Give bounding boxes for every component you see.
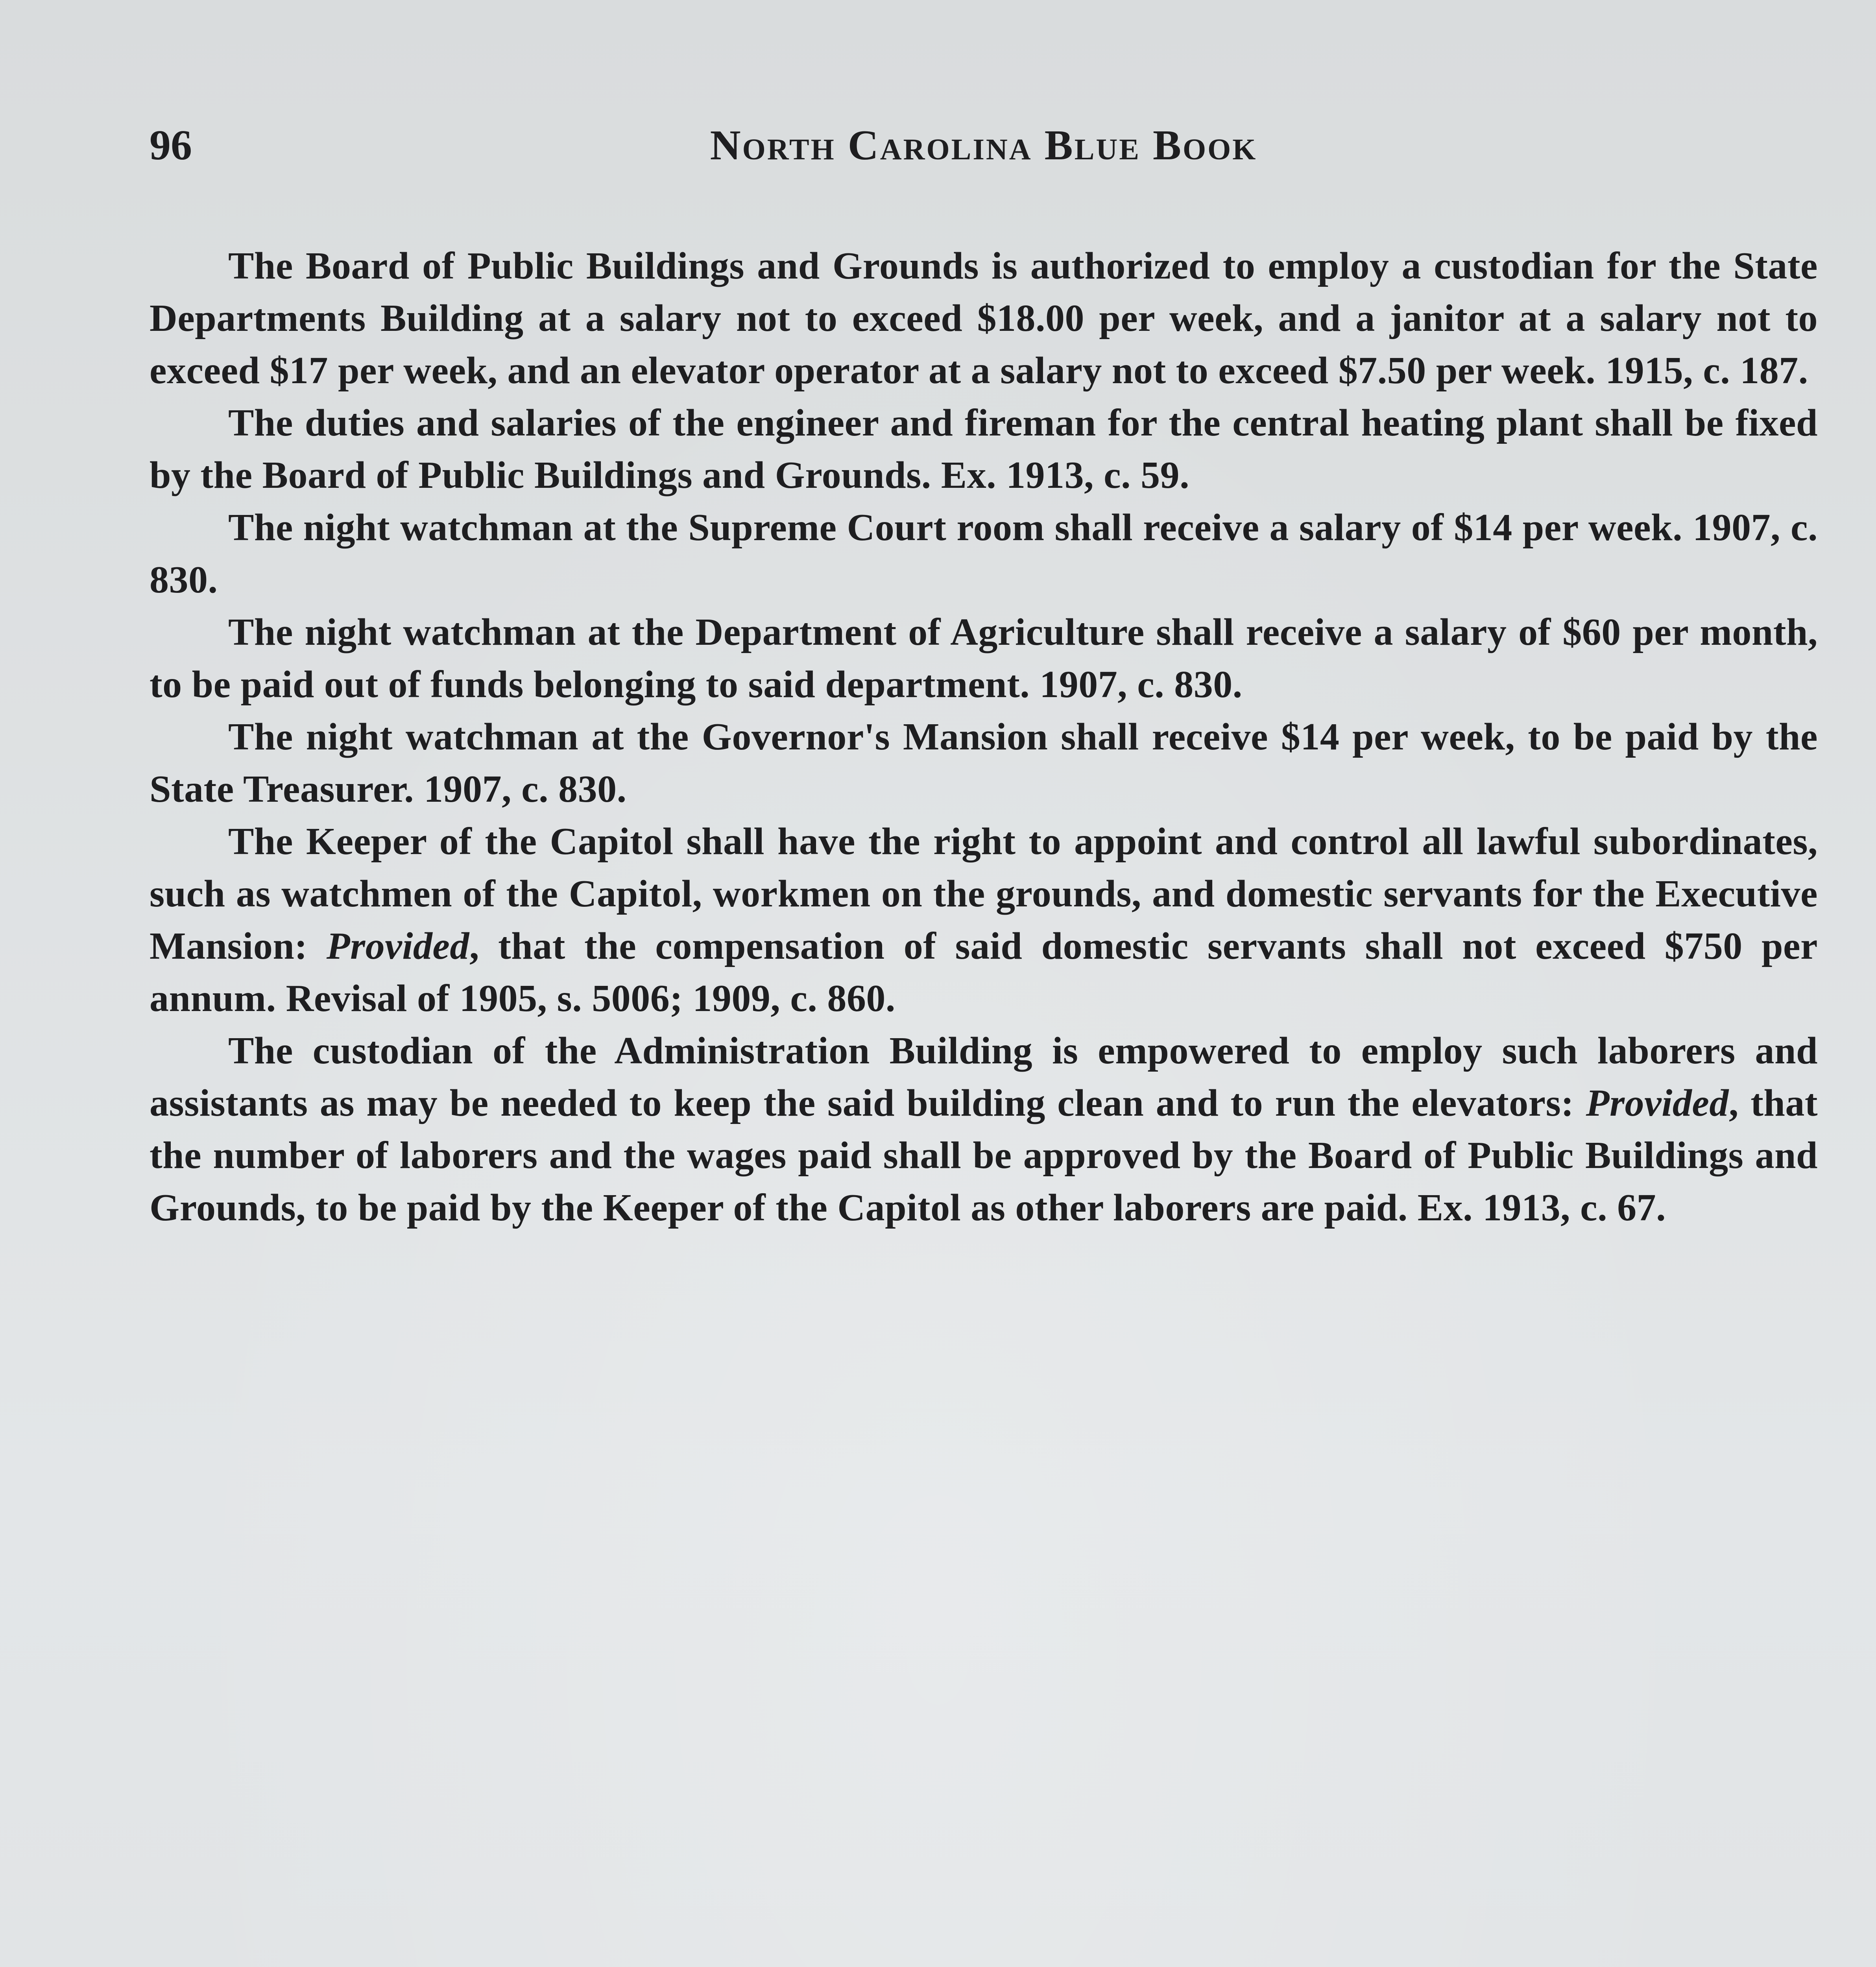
paragraph-text-end: , that the number of laborers and the wages paid shall be approved by the Board of Public Buildings and Grounds, to be paid by the Keeper of the Capitol as other laborers are paid. Ex. 1913, c. 67. xyxy=(150,1082,1818,1229)
paragraph-administration-building xyxy=(150,1025,1818,1234)
paragraph-custodian-salaries: The Board of Public Buildings and Grounds is authorized to employ a custodian for the State Departments Building at a salary not to exceed $18.00 per week, and a janitor at a salary not to exceed $17 per week, and an elevator operator at a salary not to exceed $7.50 per week. 1915, c. 187. xyxy=(150,245,1818,392)
proviso-italic: Provided xyxy=(326,925,469,967)
paragraph-text-start: The custodian of the Administration Building is empowered to employ such laborers and assistants as may be needed to keep the said building clean and to run the elevators: xyxy=(150,1030,1818,1124)
paragraph-text-end: , that the compensation of said domestic servants shall not exceed $750 per annum. Revisal of 1905, s. 5006; 1909, c. 860. xyxy=(150,925,1818,1020)
paragraph-mansion-watchman: The night watchman at the Governor's Mansion shall receive $14 per week, to be paid by the State Treasurer. 1907, c. 830. xyxy=(150,716,1818,810)
page-number: 96 xyxy=(150,122,192,169)
body-text xyxy=(150,240,1818,1234)
paragraph-agriculture-watchman: The night watchman at the Department of Agriculture shall receive a salary of $60 per month, to be paid out of funds belonging to said department. 1907, c. 830. xyxy=(150,611,1818,706)
paragraph-heating-plant: The duties and salaries of the engineer and fireman for the central heating plant shall be fixed by the Board of Public Buildings and Grounds. Ex. 1913, c. 59. xyxy=(150,402,1818,496)
paragraph-supreme-court-watchman: The night watchman at the Supreme Court room shall receive a salary of $14 per week. 1907, c. 830. xyxy=(150,506,1818,601)
book-title: North Carolina Blue Book xyxy=(710,122,1257,169)
running-head xyxy=(150,118,1818,173)
proviso-italic: Provided xyxy=(1586,1082,1729,1124)
paragraph-keeper-of-capitol xyxy=(150,816,1818,1025)
paragraph-text-start: The Keeper of the Capitol shall have the right to appoint and control all lawful subordinates, such as watchmen of the Capitol, workmen on the grounds, and domestic servants for the Executive Mansion: xyxy=(150,820,1818,967)
